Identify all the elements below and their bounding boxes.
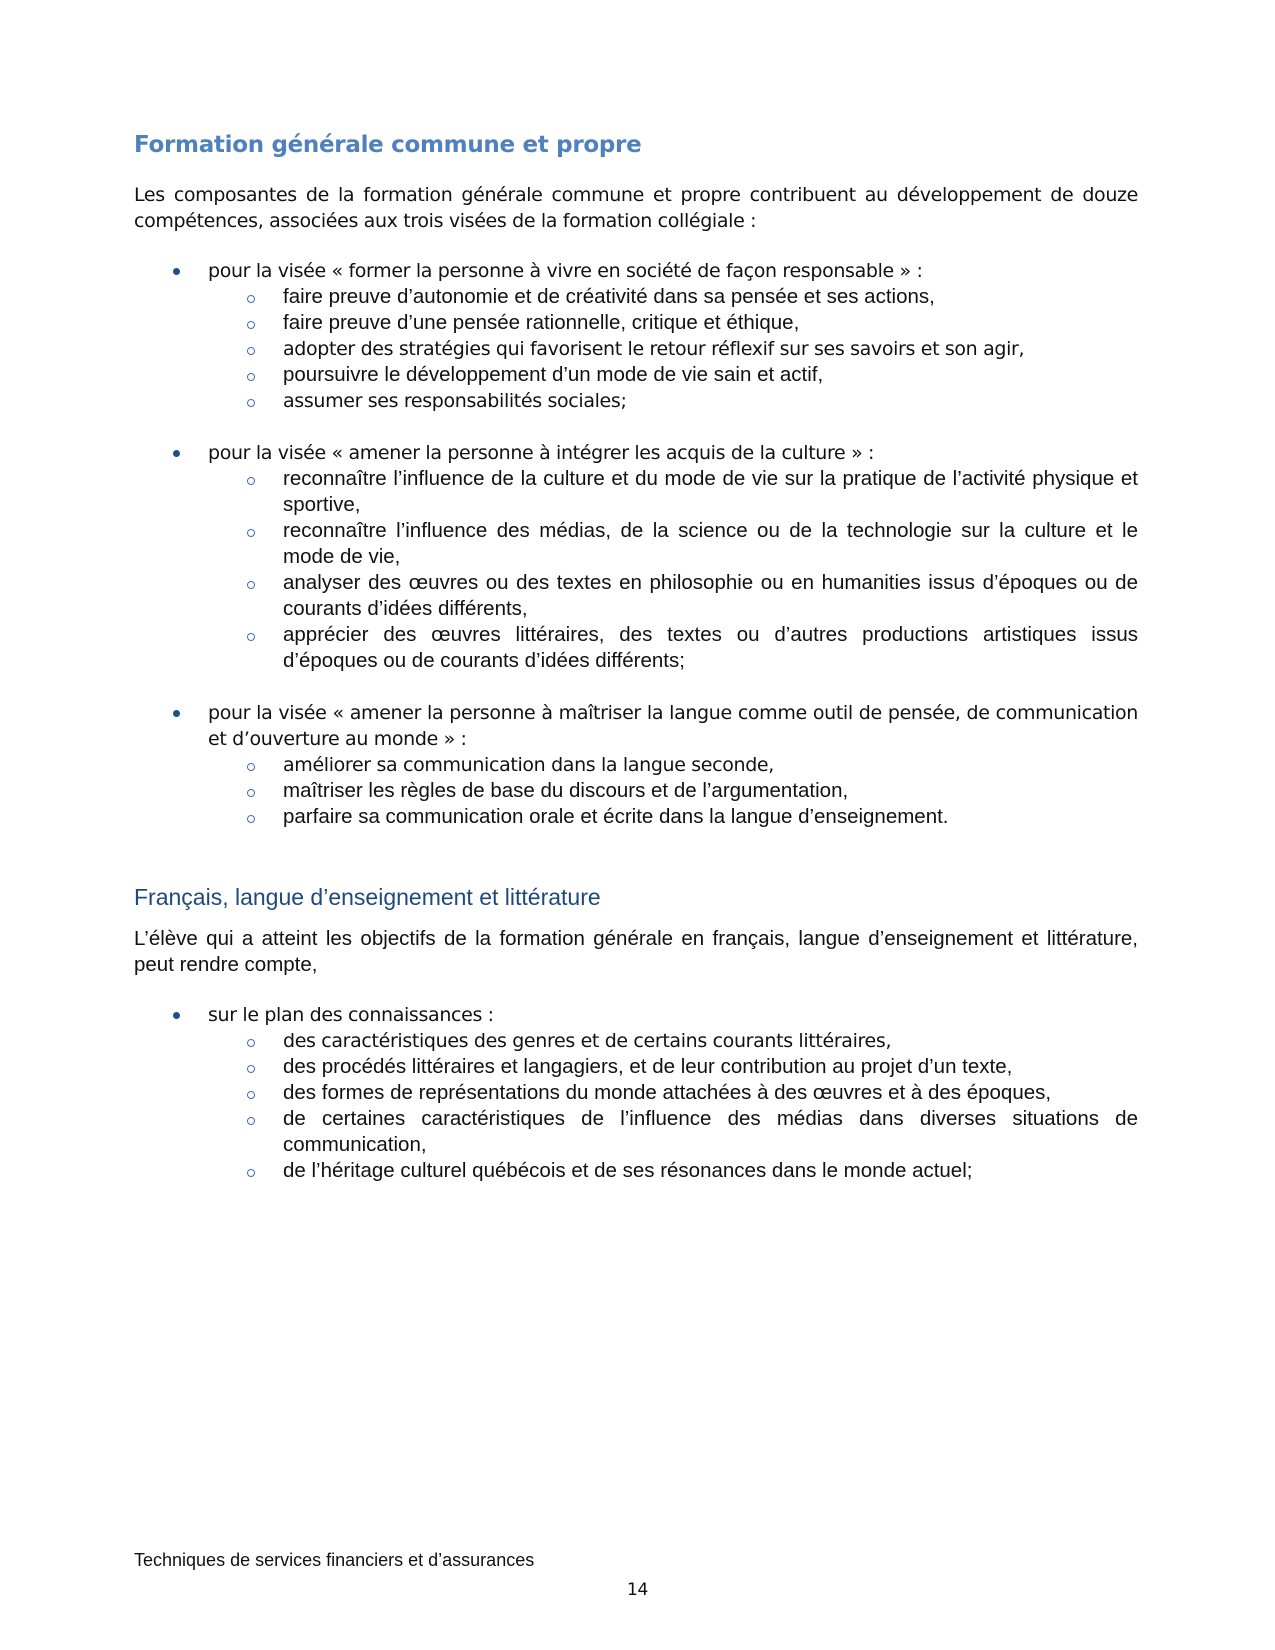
- bullet-icon: [173, 450, 180, 457]
- competence-item: [208, 336, 1138, 362]
- visee-item: [134, 700, 1138, 830]
- circle-bullet-icon: [247, 295, 255, 303]
- competence-text: faire preuve d’autonomie et de créativité dans sa pensée et ses actions,: [283, 285, 935, 308]
- competence-text: maîtriser les règles de base du discours et de l’argumentation,: [283, 779, 849, 802]
- plan-item: [134, 1002, 1138, 1184]
- spacer: [134, 674, 1138, 700]
- circle-bullet-icon: [247, 633, 255, 641]
- competence-text: adopter des stratégies qui favorisent le retour réflexif sur ses savoirs et son agir,: [283, 338, 1025, 360]
- connaissance-text: de l’héritage culturel québécois et de ses résonances dans le monde actuel;: [283, 1159, 973, 1182]
- circle-bullet-icon: [247, 373, 255, 381]
- competence-item: [208, 388, 1138, 414]
- connaissance-text: des formes de représentations du monde attachées à des œuvres et à des époques,: [283, 1081, 1052, 1104]
- visee-label: pour la visée « amener la personne à maîtriser la langue comme outil de pensée, de communication et d’ouverture au monde » :: [208, 702, 1138, 750]
- circle-bullet-icon: [247, 1169, 255, 1177]
- competence-text: apprécier des œuvres littéraires, des textes ou d’autres productions artistiques issus d’époques ou de courants d’idées différents;: [283, 623, 1138, 672]
- bullet-icon: [173, 268, 180, 275]
- circle-bullet-icon: [247, 347, 255, 355]
- competence-list: [208, 284, 1138, 414]
- circle-bullet-icon: [247, 763, 255, 771]
- visee-label: pour la visée « former la personne à vivre en société de façon responsable » :: [208, 260, 923, 282]
- circle-bullet-icon: [247, 529, 255, 537]
- competence-item: [208, 284, 1138, 310]
- competence-text: assumer ses responsabilités sociales;: [283, 390, 627, 412]
- circle-bullet-icon: [247, 1065, 255, 1073]
- competence-item: [208, 518, 1138, 570]
- connaissance-list: [208, 1028, 1138, 1184]
- competence-item: [208, 804, 1138, 830]
- circle-bullet-icon: [247, 789, 255, 797]
- competence-list: [208, 466, 1138, 674]
- visee-label: pour la visée « amener la personne à intégrer les acquis de la culture » :: [208, 442, 875, 464]
- section-intro-paragraph: L’élève qui a atteint les objectifs de la formation générale en français, langue d’enseignement et littérature, peut rendre compte,: [134, 927, 1138, 976]
- competence-item: [208, 778, 1138, 804]
- spacer: [134, 978, 1138, 1002]
- circle-bullet-icon: [247, 399, 255, 407]
- competence-item: [208, 310, 1138, 336]
- connaissance-text: de certaines caractéristiques de l’influence des médias dans diverses situations de communication,: [283, 1107, 1138, 1156]
- competence-text: améliorer sa communication dans la langue seconde,: [283, 754, 774, 776]
- spacer: [134, 234, 1138, 258]
- circle-bullet-icon: [247, 1117, 255, 1125]
- competence-item: [208, 362, 1138, 388]
- connaissances-list: [134, 1002, 1138, 1184]
- competence-item: [208, 570, 1138, 622]
- competence-text: analyser des œuvres ou des textes en philosophie ou en humanities issus d’époques ou de courants d’idées différents,: [283, 571, 1138, 620]
- connaissance-item: [208, 1080, 1138, 1106]
- competence-item: [208, 622, 1138, 674]
- connaissance-item: [208, 1158, 1138, 1184]
- competence-text: poursuivre le développement d’un mode de vie sain et actif,: [283, 363, 824, 386]
- competence-item: [208, 466, 1138, 518]
- competence-text: reconnaître l’influence de la culture et du mode de vie sur la pratique de l’activité physique et sportive,: [283, 467, 1138, 516]
- visee-item: [134, 440, 1138, 674]
- section-heading-francais: Français, langue d’enseignement et littérature: [134, 884, 601, 910]
- connaissance-item: [208, 1054, 1138, 1080]
- circle-bullet-icon: [247, 1091, 255, 1099]
- circle-bullet-icon: [247, 321, 255, 329]
- plan-label: sur le plan des connaissances :: [208, 1004, 494, 1026]
- visees-list: [134, 258, 1138, 830]
- spacer: [134, 414, 1138, 440]
- competence-text: reconnaître l’influence des médias, de la science ou de la technologie sur la culture et le mode de vie,: [283, 519, 1138, 568]
- page-content: [134, 128, 1138, 1184]
- connaissance-text: des caractéristiques des genres et de certains courants littéraires,: [283, 1030, 892, 1052]
- bullet-icon: [173, 710, 180, 717]
- competence-list: [208, 752, 1138, 830]
- competence-text: parfaire sa communication orale et écrite dans la langue d’enseignement.: [283, 805, 949, 828]
- section-heading-formation-generale: Formation générale commune et propre: [134, 132, 642, 158]
- footer-program-title: Techniques de services financiers et d’assurances: [134, 1550, 535, 1570]
- competence-item: [208, 752, 1138, 778]
- circle-bullet-icon: [247, 581, 255, 589]
- connaissance-text: des procédés littéraires et langagiers, et de leur contribution au projet d’un texte,: [283, 1055, 1013, 1078]
- circle-bullet-icon: [247, 815, 255, 823]
- section-intro-paragraph: Les composantes de la formation générale commune et propre contribuent au développement de douze compétences, associées aux trois visées de la formation collégiale :: [134, 184, 1138, 232]
- page-number: 14: [627, 1580, 649, 1600]
- circle-bullet-icon: [247, 1039, 255, 1047]
- competence-text: faire preuve d’une pensée rationnelle, critique et éthique,: [283, 311, 800, 334]
- visee-item: [134, 258, 1138, 414]
- connaissance-item: [208, 1106, 1138, 1158]
- bullet-icon: [173, 1012, 180, 1019]
- connaissance-item: [208, 1028, 1138, 1054]
- spacer: [134, 830, 1138, 882]
- circle-bullet-icon: [247, 477, 255, 485]
